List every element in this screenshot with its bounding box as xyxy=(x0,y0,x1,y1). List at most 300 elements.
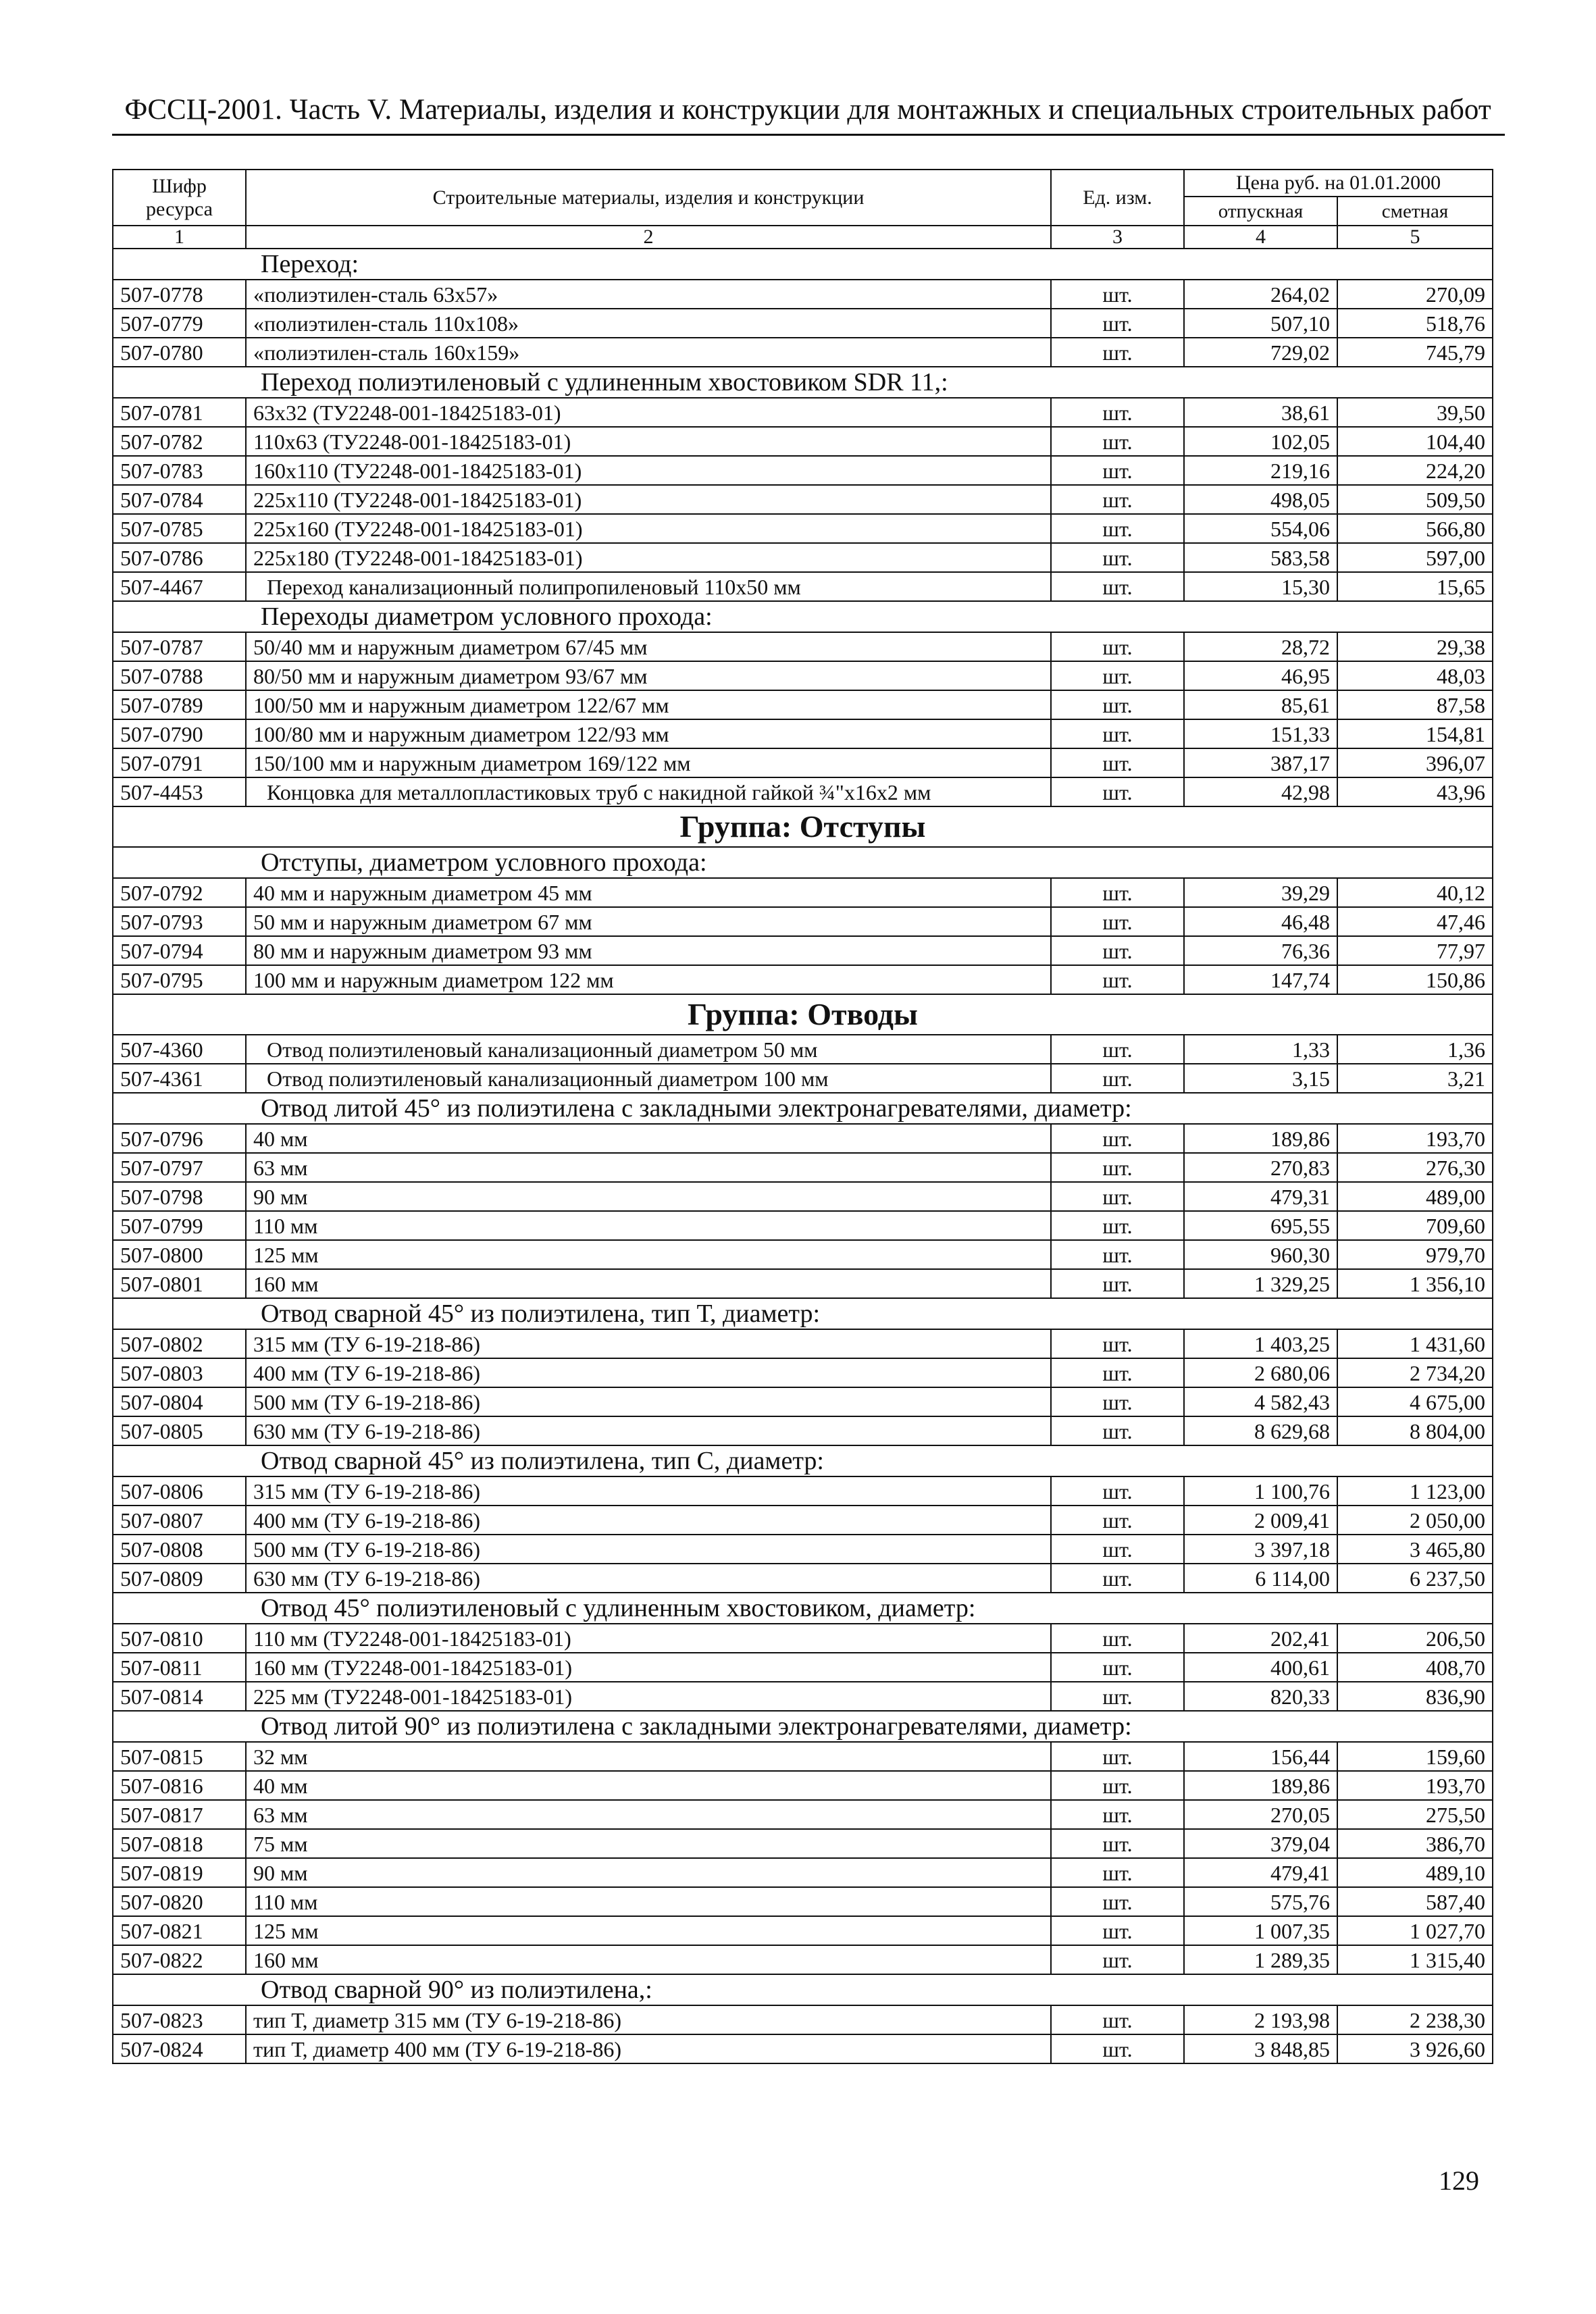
subsection-row xyxy=(113,847,1493,878)
unit-cell: шт. xyxy=(1051,1829,1184,1858)
material-name-cell: 150/100 мм и наружным диаметром 169/122 мм xyxy=(246,748,1051,777)
release-price-cell: 729,02 xyxy=(1184,338,1337,367)
release-price-cell: 479,41 xyxy=(1184,1858,1337,1887)
resource-code-cell: 507-0782 xyxy=(113,427,246,456)
unit-cell: шт. xyxy=(1051,1416,1184,1445)
release-price-cell: 8 629,68 xyxy=(1184,1416,1337,1445)
release-price-cell: 479,31 xyxy=(1184,1182,1337,1211)
material-name-cell: 225х180 (ТУ2248-001-18425183-01) xyxy=(246,543,1051,572)
estimate-price-cell: 489,00 xyxy=(1337,1182,1493,1211)
resource-code-cell: 507-0823 xyxy=(113,2005,246,2034)
table-row xyxy=(113,1211,1493,1240)
estimate-price-cell: 159,60 xyxy=(1337,1742,1493,1771)
subsection-row xyxy=(113,249,1493,280)
column-header-release: отпускная xyxy=(1184,197,1337,226)
unit-cell: шт. xyxy=(1051,1771,1184,1800)
estimate-price-cell: 3 926,60 xyxy=(1337,2034,1493,2063)
estimate-price-cell: 396,07 xyxy=(1337,748,1493,777)
header-rule xyxy=(112,134,1505,136)
resource-code-cell: 507-0809 xyxy=(113,1564,246,1593)
table-row xyxy=(113,2034,1493,2063)
material-name-cell: 40 мм xyxy=(246,1124,1051,1153)
resource-code-cell: 507-0808 xyxy=(113,1535,246,1564)
unit-cell: шт. xyxy=(1051,456,1184,485)
material-name-cell: 32 мм xyxy=(246,1742,1051,1771)
release-price-cell: 46,48 xyxy=(1184,907,1337,936)
estimate-price-cell: 87,58 xyxy=(1337,690,1493,719)
subsection-row xyxy=(113,1711,1493,1742)
material-name-cell: 500 мм (ТУ 6-19-218-86) xyxy=(246,1387,1051,1416)
estimate-price-cell: 1,36 xyxy=(1337,1035,1493,1064)
table-row xyxy=(113,1945,1493,1974)
unit-cell: шт. xyxy=(1051,280,1184,309)
release-price-cell: 3 848,85 xyxy=(1184,2034,1337,2063)
estimate-price-cell: 2 238,30 xyxy=(1337,2005,1493,2034)
table-row xyxy=(113,1916,1493,1945)
estimate-price-cell: 979,70 xyxy=(1337,1240,1493,1269)
unit-cell: шт. xyxy=(1051,1682,1184,1711)
resource-code-cell: 507-0786 xyxy=(113,543,246,572)
unit-cell: шт. xyxy=(1051,1329,1184,1358)
material-name-cell: «полиэтилен-сталь 63х57» xyxy=(246,280,1051,309)
release-price-cell: 554,06 xyxy=(1184,514,1337,543)
resource-code-cell: 507-0818 xyxy=(113,1829,246,1858)
group-title: Группа: Отводы xyxy=(113,994,1493,1035)
release-price-cell: 4 582,43 xyxy=(1184,1387,1337,1416)
release-price-cell: 270,83 xyxy=(1184,1153,1337,1182)
estimate-price-cell: 1 027,70 xyxy=(1337,1916,1493,1945)
resource-code-cell: 507-0783 xyxy=(113,456,246,485)
material-name-cell: Переход канализационный полипропиленовый 110х50 мм xyxy=(246,572,1051,601)
unit-cell: шт. xyxy=(1051,543,1184,572)
table-row xyxy=(113,1064,1493,1093)
material-name-cell: 400 мм (ТУ 6-19-218-86) xyxy=(246,1358,1051,1387)
unit-cell: шт. xyxy=(1051,1916,1184,1945)
unit-cell: шт. xyxy=(1051,1153,1184,1182)
column-index: 2 xyxy=(246,226,1051,249)
material-name-cell: 100/80 мм и наружным диаметром 122/93 мм xyxy=(246,719,1051,748)
estimate-price-cell: 509,50 xyxy=(1337,485,1493,514)
material-name-cell: тип Т, диаметр 400 мм (ТУ 6-19-218-86) xyxy=(246,2034,1051,2063)
material-name-cell: 225 мм (ТУ2248-001-18425183-01) xyxy=(246,1682,1051,1711)
unit-cell: шт. xyxy=(1051,1564,1184,1593)
release-price-cell: 151,33 xyxy=(1184,719,1337,748)
unit-cell: шт. xyxy=(1051,1064,1184,1093)
table-row xyxy=(113,748,1493,777)
material-name-cell: «полиэтилен-сталь 160х159» xyxy=(246,338,1051,367)
resource-code-cell: 507-0821 xyxy=(113,1916,246,1945)
release-price-cell: 39,29 xyxy=(1184,878,1337,907)
subsection-row xyxy=(113,1093,1493,1124)
unit-cell: шт. xyxy=(1051,572,1184,601)
release-price-cell: 2 680,06 xyxy=(1184,1358,1337,1387)
estimate-price-cell: 3 465,80 xyxy=(1337,1535,1493,1564)
resource-code-cell: 507-0814 xyxy=(113,1682,246,1711)
subsection-title: Отвод сварной 45° из полиэтилена, тип Т, диаметр: xyxy=(113,1298,1493,1329)
release-price-cell: 820,33 xyxy=(1184,1682,1337,1711)
estimate-price-cell: 224,20 xyxy=(1337,456,1493,485)
release-price-cell: 1 329,25 xyxy=(1184,1269,1337,1298)
release-price-cell: 498,05 xyxy=(1184,485,1337,514)
resource-code-cell: 507-0792 xyxy=(113,878,246,907)
table-row xyxy=(113,719,1493,748)
estimate-price-cell: 386,70 xyxy=(1337,1829,1493,1858)
estimate-price-cell: 408,70 xyxy=(1337,1653,1493,1682)
table-body xyxy=(113,249,1493,2063)
column-index: 4 xyxy=(1184,226,1337,249)
release-price-cell: 189,86 xyxy=(1184,1124,1337,1153)
estimate-price-cell: 489,10 xyxy=(1337,1858,1493,1887)
table-row xyxy=(113,1682,1493,1711)
resource-code-cell: 507-0791 xyxy=(113,748,246,777)
unit-cell: шт. xyxy=(1051,1240,1184,1269)
table-row xyxy=(113,398,1493,427)
unit-cell: шт. xyxy=(1051,1182,1184,1211)
table-row xyxy=(113,1153,1493,1182)
release-price-cell: 1 403,25 xyxy=(1184,1329,1337,1358)
column-header-price: Цена руб. на 01.01.2000 xyxy=(1184,170,1493,197)
resource-code-cell: 507-4361 xyxy=(113,1064,246,1093)
page-number: 129 xyxy=(1439,2165,1479,2196)
subsection-row xyxy=(113,1974,1493,2005)
unit-cell: шт. xyxy=(1051,1800,1184,1829)
subsection-title: Отвод сварной 45° из полиэтилена, тип С, диаметр: xyxy=(113,1445,1493,1476)
table-row xyxy=(113,690,1493,719)
column-index: 5 xyxy=(1337,226,1493,249)
unit-cell: шт. xyxy=(1051,632,1184,661)
material-name-cell: 50/40 мм и наружным диаметром 67/45 мм xyxy=(246,632,1051,661)
resource-code-cell: 507-0815 xyxy=(113,1742,246,1771)
estimate-price-cell: 1 431,60 xyxy=(1337,1329,1493,1358)
table-row xyxy=(113,485,1493,514)
subsection-title: Переходы диаметром условного прохода: xyxy=(113,601,1493,632)
unit-cell: шт. xyxy=(1051,1653,1184,1682)
unit-cell: шт. xyxy=(1051,777,1184,806)
material-name-cell: 500 мм (ТУ 6-19-218-86) xyxy=(246,1535,1051,1564)
group-row xyxy=(113,994,1493,1035)
material-name-cell: 630 мм (ТУ 6-19-218-86) xyxy=(246,1564,1051,1593)
material-name-cell: 40 мм xyxy=(246,1771,1051,1800)
release-price-cell: 583,58 xyxy=(1184,543,1337,572)
unit-cell: шт. xyxy=(1051,1742,1184,1771)
table-row xyxy=(113,1742,1493,1771)
table-row xyxy=(113,1535,1493,1564)
unit-cell: шт. xyxy=(1051,309,1184,338)
table-row xyxy=(113,309,1493,338)
material-name-cell: 110 мм xyxy=(246,1887,1051,1916)
resource-code-cell: 507-4467 xyxy=(113,572,246,601)
release-price-cell: 38,61 xyxy=(1184,398,1337,427)
table-row xyxy=(113,1564,1493,1593)
release-price-cell: 28,72 xyxy=(1184,632,1337,661)
resource-code-cell: 507-0788 xyxy=(113,661,246,690)
release-price-cell: 1 100,76 xyxy=(1184,1476,1337,1506)
estimate-price-cell: 154,81 xyxy=(1337,719,1493,748)
unit-cell: шт. xyxy=(1051,1945,1184,1974)
unit-cell: шт. xyxy=(1051,2005,1184,2034)
estimate-price-cell: 4 675,00 xyxy=(1337,1387,1493,1416)
estimate-price-cell: 43,96 xyxy=(1337,777,1493,806)
estimate-price-cell: 104,40 xyxy=(1337,427,1493,456)
unit-cell: шт. xyxy=(1051,1858,1184,1887)
unit-cell: шт. xyxy=(1051,1387,1184,1416)
table-row xyxy=(113,572,1493,601)
table-row xyxy=(113,280,1493,309)
unit-cell: шт. xyxy=(1051,748,1184,777)
estimate-price-cell: 3,21 xyxy=(1337,1064,1493,1093)
unit-cell: шт. xyxy=(1051,1124,1184,1153)
material-name-cell: 63 мм xyxy=(246,1800,1051,1829)
release-price-cell: 1,33 xyxy=(1184,1035,1337,1064)
group-row xyxy=(113,806,1493,847)
estimate-price-cell: 77,97 xyxy=(1337,936,1493,965)
resource-code-cell: 507-0798 xyxy=(113,1182,246,1211)
resource-code-cell: 507-4453 xyxy=(113,777,246,806)
material-name-cell: 40 мм и наружным диаметром 45 мм xyxy=(246,878,1051,907)
estimate-price-cell: 270,09 xyxy=(1337,280,1493,309)
resource-code-cell: 507-0820 xyxy=(113,1887,246,1916)
resource-code-cell: 507-0802 xyxy=(113,1329,246,1358)
table-row xyxy=(113,1387,1493,1416)
resource-code-cell: 507-0799 xyxy=(113,1211,246,1240)
release-price-cell: 46,95 xyxy=(1184,661,1337,690)
release-price-cell: 6 114,00 xyxy=(1184,1564,1337,1593)
subsection-title: Переход полиэтиленовый с удлиненным хвостовиком SDR 11,: xyxy=(113,367,1493,398)
estimate-price-cell: 276,30 xyxy=(1337,1153,1493,1182)
table-row xyxy=(113,514,1493,543)
release-price-cell: 3 397,18 xyxy=(1184,1535,1337,1564)
table-row xyxy=(113,1329,1493,1358)
table-row xyxy=(113,1858,1493,1887)
material-name-cell: 225х110 (ТУ2248-001-18425183-01) xyxy=(246,485,1051,514)
resource-code-cell: 507-0796 xyxy=(113,1124,246,1153)
table-row xyxy=(113,1653,1493,1682)
resource-code-cell: 507-0805 xyxy=(113,1416,246,1445)
resource-code-cell: 507-0784 xyxy=(113,485,246,514)
estimate-price-cell: 597,00 xyxy=(1337,543,1493,572)
column-index: 3 xyxy=(1051,226,1184,249)
unit-cell: шт. xyxy=(1051,1506,1184,1535)
release-price-cell: 960,30 xyxy=(1184,1240,1337,1269)
material-name-cell: 110х63 (ТУ2248-001-18425183-01) xyxy=(246,427,1051,456)
unit-cell: шт. xyxy=(1051,661,1184,690)
material-name-cell: 160 мм xyxy=(246,1269,1051,1298)
release-price-cell: 85,61 xyxy=(1184,690,1337,719)
subsection-title: Отвод 45° полиэтиленовый с удлиненным хвостовиком, диаметр: xyxy=(113,1593,1493,1624)
unit-cell: шт. xyxy=(1051,1269,1184,1298)
material-name-cell: 63 мм xyxy=(246,1153,1051,1182)
column-header-code: Шифр ресурса xyxy=(113,170,246,226)
subsection-title: Отвод литой 90° из полиэтилена с закладными электронагревателями, диаметр: xyxy=(113,1711,1493,1742)
unit-cell: шт. xyxy=(1051,1476,1184,1506)
unit-cell: шт. xyxy=(1051,1358,1184,1387)
table-row xyxy=(113,1240,1493,1269)
release-price-cell: 400,61 xyxy=(1184,1653,1337,1682)
unit-cell: шт. xyxy=(1051,1035,1184,1064)
material-name-cell: 160 мм xyxy=(246,1945,1051,1974)
table-row xyxy=(113,456,1493,485)
unit-cell: шт. xyxy=(1051,427,1184,456)
price-table xyxy=(112,169,1493,2064)
estimate-price-cell: 275,50 xyxy=(1337,1800,1493,1829)
table-row xyxy=(113,1771,1493,1800)
table-row xyxy=(113,907,1493,936)
release-price-cell: 2 193,98 xyxy=(1184,2005,1337,2034)
estimate-price-cell: 40,12 xyxy=(1337,878,1493,907)
release-price-cell: 42,98 xyxy=(1184,777,1337,806)
material-name-cell: 315 мм (ТУ 6-19-218-86) xyxy=(246,1329,1051,1358)
unit-cell: шт. xyxy=(1051,1535,1184,1564)
subsection-row xyxy=(113,1298,1493,1329)
resource-code-cell: 507-0789 xyxy=(113,690,246,719)
resource-code-cell: 507-0795 xyxy=(113,965,246,994)
material-name-cell: 63х32 (ТУ2248-001-18425183-01) xyxy=(246,398,1051,427)
estimate-price-cell: 2 734,20 xyxy=(1337,1358,1493,1387)
estimate-price-cell: 29,38 xyxy=(1337,632,1493,661)
release-price-cell: 270,05 xyxy=(1184,1800,1337,1829)
estimate-price-cell: 587,40 xyxy=(1337,1887,1493,1916)
resource-code-cell: 507-0793 xyxy=(113,907,246,936)
material-name-cell: 75 мм xyxy=(246,1829,1051,1858)
resource-code-cell: 507-0790 xyxy=(113,719,246,748)
material-name-cell: 50 мм и наружным диаметром 67 мм xyxy=(246,907,1051,936)
release-price-cell: 695,55 xyxy=(1184,1211,1337,1240)
unit-cell: шт. xyxy=(1051,907,1184,936)
material-name-cell: 315 мм (ТУ 6-19-218-86) xyxy=(246,1476,1051,1506)
resource-code-cell: 507-4360 xyxy=(113,1035,246,1064)
table-row xyxy=(113,1124,1493,1153)
unit-cell: шт. xyxy=(1051,690,1184,719)
release-price-cell: 1 289,35 xyxy=(1184,1945,1337,1974)
estimate-price-cell: 6 237,50 xyxy=(1337,1564,1493,1593)
table-row xyxy=(113,965,1493,994)
material-name-cell: 110 мм xyxy=(246,1211,1051,1240)
unit-cell: шт. xyxy=(1051,2034,1184,2063)
table-row xyxy=(113,1829,1493,1858)
resource-code-cell: 507-0797 xyxy=(113,1153,246,1182)
table-row xyxy=(113,1887,1493,1916)
resource-code-cell: 507-0794 xyxy=(113,936,246,965)
material-name-cell: тип Т, диаметр 315 мм (ТУ 6-19-218-86) xyxy=(246,2005,1051,2034)
resource-code-cell: 507-0787 xyxy=(113,632,246,661)
subsection-title: Отступы, диаметром условного прохода: xyxy=(113,847,1493,878)
unit-cell: шт. xyxy=(1051,936,1184,965)
release-price-cell: 219,16 xyxy=(1184,456,1337,485)
table-row xyxy=(113,1800,1493,1829)
table-row xyxy=(113,936,1493,965)
resource-code-cell: 507-0779 xyxy=(113,309,246,338)
table-row xyxy=(113,543,1493,572)
release-price-cell: 387,17 xyxy=(1184,748,1337,777)
release-price-cell: 147,74 xyxy=(1184,965,1337,994)
unit-cell: шт. xyxy=(1051,338,1184,367)
release-price-cell: 15,30 xyxy=(1184,572,1337,601)
estimate-price-cell: 1 356,10 xyxy=(1337,1269,1493,1298)
subsection-title: Переход: xyxy=(113,249,1493,280)
material-name-cell: 80/50 мм и наружным диаметром 93/67 мм xyxy=(246,661,1051,690)
unit-cell: шт. xyxy=(1051,398,1184,427)
table-row xyxy=(113,632,1493,661)
release-price-cell: 189,86 xyxy=(1184,1771,1337,1800)
resource-code-cell: 507-0800 xyxy=(113,1240,246,1269)
subsection-title: Отвод сварной 90° из полиэтилена,: xyxy=(113,1974,1493,2005)
resource-code-cell: 507-0807 xyxy=(113,1506,246,1535)
group-title: Группа: Отступы xyxy=(113,806,1493,847)
resource-code-cell: 507-0801 xyxy=(113,1269,246,1298)
table-row xyxy=(113,1506,1493,1535)
table-row xyxy=(113,1182,1493,1211)
resource-code-cell: 507-0781 xyxy=(113,398,246,427)
page-header: ФССЦ-2001. Часть V. Материалы, изделия и конструкции для монтажных и специальных строительных работ xyxy=(124,94,1491,126)
release-price-cell: 3,15 xyxy=(1184,1064,1337,1093)
table-row xyxy=(113,1416,1493,1445)
resource-code-cell: 507-0817 xyxy=(113,1800,246,1829)
subsection-title: Отвод литой 45° из полиэтилена с закладными электронагревателями, диаметр: xyxy=(113,1093,1493,1124)
estimate-price-cell: 2 050,00 xyxy=(1337,1506,1493,1535)
resource-code-cell: 507-0824 xyxy=(113,2034,246,2063)
unit-cell: шт. xyxy=(1051,719,1184,748)
table-row xyxy=(113,338,1493,367)
material-name-cell: 160 мм (ТУ2248-001-18425183-01) xyxy=(246,1653,1051,1682)
subsection-row xyxy=(113,367,1493,398)
unit-cell: шт. xyxy=(1051,485,1184,514)
material-name-cell: 100 мм и наружным диаметром 122 мм xyxy=(246,965,1051,994)
estimate-price-cell: 193,70 xyxy=(1337,1124,1493,1153)
resource-code-cell: 507-0785 xyxy=(113,514,246,543)
release-price-cell: 2 009,41 xyxy=(1184,1506,1337,1535)
resource-code-cell: 507-0780 xyxy=(113,338,246,367)
subsection-row xyxy=(113,1593,1493,1624)
material-name-cell: «полиэтилен-сталь 110х108» xyxy=(246,309,1051,338)
unit-cell: шт. xyxy=(1051,1211,1184,1240)
release-price-cell: 156,44 xyxy=(1184,1742,1337,1771)
release-price-cell: 76,36 xyxy=(1184,936,1337,965)
table-row xyxy=(113,2005,1493,2034)
resource-code-cell: 507-0810 xyxy=(113,1624,246,1653)
column-index: 1 xyxy=(113,226,246,249)
material-name-cell: Отвод полиэтиленовый канализационный диаметром 50 мм xyxy=(246,1035,1051,1064)
resource-code-cell: 507-0803 xyxy=(113,1358,246,1387)
table-row xyxy=(113,1624,1493,1653)
estimate-price-cell: 8 804,00 xyxy=(1337,1416,1493,1445)
material-name-cell: 100/50 мм и наружным диаметром 122/67 мм xyxy=(246,690,1051,719)
column-header-unit: Ед. изм. xyxy=(1051,170,1184,226)
material-name-cell: 630 мм (ТУ 6-19-218-86) xyxy=(246,1416,1051,1445)
material-name-cell: 125 мм xyxy=(246,1240,1051,1269)
material-name-cell: 80 мм и наружным диаметром 93 мм xyxy=(246,936,1051,965)
table-row xyxy=(113,1358,1493,1387)
release-price-cell: 264,02 xyxy=(1184,280,1337,309)
release-price-cell: 1 007,35 xyxy=(1184,1916,1337,1945)
material-name-cell: Отвод полиэтиленовый канализационный диаметром 100 мм xyxy=(246,1064,1051,1093)
unit-cell: шт. xyxy=(1051,965,1184,994)
release-price-cell: 575,76 xyxy=(1184,1887,1337,1916)
table-row xyxy=(113,661,1493,690)
estimate-price-cell: 745,79 xyxy=(1337,338,1493,367)
estimate-price-cell: 150,86 xyxy=(1337,965,1493,994)
estimate-price-cell: 1 123,00 xyxy=(1337,1476,1493,1506)
release-price-cell: 202,41 xyxy=(1184,1624,1337,1653)
material-name-cell: 110 мм (ТУ2248-001-18425183-01) xyxy=(246,1624,1051,1653)
subsection-row xyxy=(113,1445,1493,1476)
resource-code-cell: 507-0819 xyxy=(113,1858,246,1887)
material-name-cell: 160х110 (ТУ2248-001-18425183-01) xyxy=(246,456,1051,485)
release-price-cell: 507,10 xyxy=(1184,309,1337,338)
column-header-name: Строительные материалы, изделия и конструкции xyxy=(246,170,1051,226)
unit-cell: шт. xyxy=(1051,878,1184,907)
material-name-cell: 90 мм xyxy=(246,1858,1051,1887)
table-row xyxy=(113,878,1493,907)
